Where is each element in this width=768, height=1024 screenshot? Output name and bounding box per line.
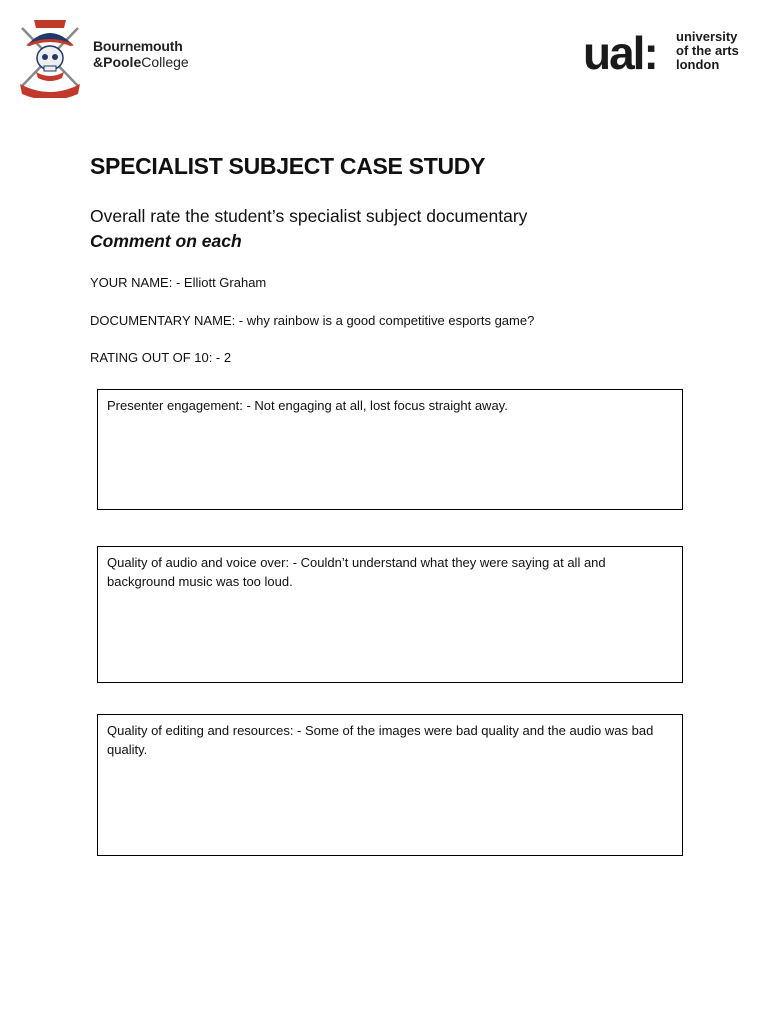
comment-text: Presenter engagement: - Not engaging at all, lost focus straight away.	[107, 398, 508, 413]
ual-logo-text	[676, 30, 739, 72]
comment-text: Quality of audio and voice over: - Couldn’t understand what they were saying at all and background music was too loud.	[107, 555, 606, 589]
college-name-poole: &Poole	[93, 54, 142, 70]
buccaneers-pirate-crest-icon	[16, 16, 84, 98]
ual-text-line3: london	[676, 57, 720, 72]
comment-box-audio-quality	[97, 546, 683, 683]
ual-logo-mark: ual:	[583, 27, 657, 79]
document-subtitle: Overall rate the student’s specialist subject documentary	[90, 206, 528, 226]
college-logo-text	[93, 38, 189, 70]
ual-text-line2: of the arts	[676, 43, 739, 58]
document-instruction: Comment on each	[90, 231, 242, 251]
rating-field: RATING OUT OF 10: - 2	[90, 350, 232, 365]
document-title: SPECIALIST SUBJECT CASE STUDY	[90, 153, 486, 179]
college-name-college: College	[141, 54, 189, 70]
your-name-field: YOUR NAME: - Elliott Graham	[90, 275, 267, 290]
documentary-name-field: DOCUMENTARY NAME: - why rainbow is a good competitive esports game?	[90, 313, 535, 328]
college-name-line2	[93, 54, 189, 70]
comment-text: Quality of editing and resources: - Some of the images were bad quality and the audio was bad quality.	[107, 723, 654, 757]
comment-box-editing-quality	[97, 714, 683, 856]
comment-box-presenter-engagement	[97, 389, 683, 510]
ual-text-line1: university	[676, 29, 738, 44]
college-name-line1: Bournemouth	[93, 38, 183, 54]
